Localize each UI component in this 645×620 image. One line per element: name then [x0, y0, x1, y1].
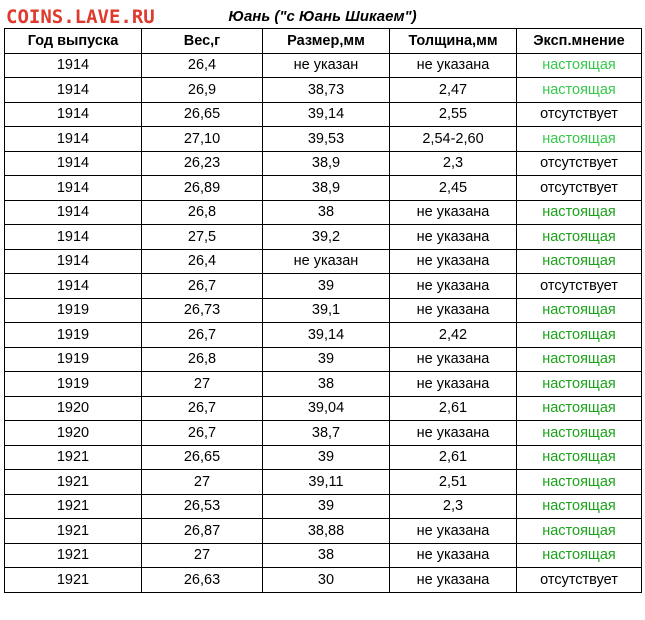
- cell-weight: 26,7: [142, 274, 263, 299]
- cell-size: 38: [263, 372, 390, 397]
- cell-year: 1914: [5, 78, 142, 103]
- cell-expert-opinion: настоящая: [517, 225, 642, 250]
- header-expert-opinion: Эксп.мнение: [517, 29, 642, 54]
- table-row: [5, 494, 642, 519]
- table-row: [5, 102, 642, 127]
- cell-thickness: не указана: [390, 347, 517, 372]
- cell-thickness: 2,3: [390, 151, 517, 176]
- cell-size: 39,11: [263, 470, 390, 495]
- header-year: Год выпуска: [5, 29, 142, 54]
- cell-thickness: не указана: [390, 543, 517, 568]
- cell-weight: 27,10: [142, 127, 263, 152]
- cell-year: 1919: [5, 347, 142, 372]
- cell-year: 1921: [5, 519, 142, 544]
- cell-year: 1914: [5, 200, 142, 225]
- cell-weight: 26,63: [142, 568, 263, 593]
- table-row: [5, 445, 642, 470]
- cell-weight: 26,65: [142, 102, 263, 127]
- cell-weight: 26,4: [142, 53, 263, 78]
- cell-weight: 26,89: [142, 176, 263, 201]
- table-row: [5, 298, 642, 323]
- cell-year: 1921: [5, 445, 142, 470]
- cell-thickness: 2,45: [390, 176, 517, 201]
- cell-year: 1914: [5, 151, 142, 176]
- cell-weight: 26,8: [142, 200, 263, 225]
- cell-size: 38: [263, 200, 390, 225]
- cell-weight: 26,9: [142, 78, 263, 103]
- table-row: [5, 421, 642, 446]
- cell-expert-opinion: настоящая: [517, 298, 642, 323]
- table-row: [5, 396, 642, 421]
- cell-size: 39: [263, 274, 390, 299]
- table-row: [5, 543, 642, 568]
- cell-weight: 26,65: [142, 445, 263, 470]
- cell-weight: 27,5: [142, 225, 263, 250]
- cell-size: не указан: [263, 249, 390, 274]
- table-row: [5, 347, 642, 372]
- cell-thickness: не указана: [390, 53, 517, 78]
- cell-thickness: не указана: [390, 225, 517, 250]
- header-weight: Вес,г: [142, 29, 263, 54]
- cell-expert-opinion: настоящая: [517, 323, 642, 348]
- cell-size: 30: [263, 568, 390, 593]
- table-row: [5, 372, 642, 397]
- cell-expert-opinion: настоящая: [517, 519, 642, 544]
- cell-thickness: не указана: [390, 372, 517, 397]
- cell-expert-opinion: отсутствует: [517, 568, 642, 593]
- cell-size: 38,88: [263, 519, 390, 544]
- header-thickness: Толщина,мм: [390, 29, 517, 54]
- cell-year: 1914: [5, 176, 142, 201]
- cell-thickness: не указана: [390, 200, 517, 225]
- cell-year: 1921: [5, 543, 142, 568]
- cell-year: 1921: [5, 494, 142, 519]
- table-row: [5, 470, 642, 495]
- header-row: [5, 29, 642, 54]
- header-size: Размер,мм: [263, 29, 390, 54]
- cell-size: 39,14: [263, 323, 390, 348]
- cell-size: 39,53: [263, 127, 390, 152]
- cell-weight: 27: [142, 543, 263, 568]
- cell-size: 39,1: [263, 298, 390, 323]
- cell-expert-opinion: настоящая: [517, 347, 642, 372]
- cell-year: 1919: [5, 323, 142, 348]
- cell-weight: 26,23: [142, 151, 263, 176]
- cell-expert-opinion: настоящая: [517, 421, 642, 446]
- cell-year: 1914: [5, 249, 142, 274]
- cell-year: 1919: [5, 298, 142, 323]
- cell-size: 39: [263, 347, 390, 372]
- cell-thickness: 2,55: [390, 102, 517, 127]
- table-row: [5, 519, 642, 544]
- cell-expert-opinion: настоящая: [517, 78, 642, 103]
- cell-size: 38,9: [263, 151, 390, 176]
- cell-year: 1914: [5, 225, 142, 250]
- cell-expert-opinion: отсутствует: [517, 176, 642, 201]
- cell-weight: 27: [142, 470, 263, 495]
- cell-year: 1914: [5, 53, 142, 78]
- cell-expert-opinion: настоящая: [517, 470, 642, 495]
- table-row: [5, 568, 642, 593]
- cell-thickness: не указана: [390, 568, 517, 593]
- table-row: [5, 225, 642, 250]
- cell-year: 1914: [5, 274, 142, 299]
- cell-thickness: 2,47: [390, 78, 517, 103]
- cell-year: 1914: [5, 127, 142, 152]
- table-row: [5, 151, 642, 176]
- cell-expert-opinion: настоящая: [517, 249, 642, 274]
- cell-expert-opinion: настоящая: [517, 200, 642, 225]
- cell-expert-opinion: отсутствует: [517, 102, 642, 127]
- coin-data-table: [4, 28, 642, 593]
- cell-thickness: не указана: [390, 274, 517, 299]
- table-row: [5, 176, 642, 201]
- cell-weight: 26,53: [142, 494, 263, 519]
- table-row: [5, 78, 642, 103]
- cell-weight: 26,87: [142, 519, 263, 544]
- cell-thickness: 2,54-2,60: [390, 127, 517, 152]
- table-row: [5, 53, 642, 78]
- cell-weight: 26,8: [142, 347, 263, 372]
- cell-weight: 26,7: [142, 421, 263, 446]
- cell-weight: 26,73: [142, 298, 263, 323]
- cell-size: 39,14: [263, 102, 390, 127]
- cell-thickness: 2,51: [390, 470, 517, 495]
- table-row: [5, 249, 642, 274]
- cell-expert-opinion: настоящая: [517, 127, 642, 152]
- table-body: [5, 53, 642, 592]
- cell-year: 1920: [5, 421, 142, 446]
- cell-year: 1920: [5, 396, 142, 421]
- cell-year: 1914: [5, 102, 142, 127]
- site-watermark: COINS.LAVE.RU: [6, 6, 155, 28]
- cell-expert-opinion: настоящая: [517, 543, 642, 568]
- cell-expert-opinion: настоящая: [517, 445, 642, 470]
- cell-thickness: 2,42: [390, 323, 517, 348]
- cell-expert-opinion: отсутствует: [517, 151, 642, 176]
- cell-weight: 26,4: [142, 249, 263, 274]
- cell-expert-opinion: настоящая: [517, 372, 642, 397]
- cell-size: 39,2: [263, 225, 390, 250]
- cell-weight: 26,7: [142, 323, 263, 348]
- cell-year: 1921: [5, 568, 142, 593]
- table-row: [5, 200, 642, 225]
- cell-size: 39: [263, 445, 390, 470]
- cell-size: 38,73: [263, 78, 390, 103]
- table-row: [5, 274, 642, 299]
- table-row: [5, 127, 642, 152]
- table-title: Юань ("с Юань Шикаем"): [228, 8, 417, 25]
- cell-size: 38,7: [263, 421, 390, 446]
- cell-thickness: не указана: [390, 249, 517, 274]
- cell-thickness: не указана: [390, 519, 517, 544]
- cell-weight: 26,7: [142, 396, 263, 421]
- cell-expert-opinion: настоящая: [517, 494, 642, 519]
- cell-size: 38,9: [263, 176, 390, 201]
- cell-expert-opinion: настоящая: [517, 53, 642, 78]
- cell-thickness: 2,61: [390, 396, 517, 421]
- cell-size: 39,04: [263, 396, 390, 421]
- cell-thickness: 2,61: [390, 445, 517, 470]
- table-row: [5, 323, 642, 348]
- cell-thickness: 2,3: [390, 494, 517, 519]
- cell-size: 38: [263, 543, 390, 568]
- cell-thickness: не указана: [390, 298, 517, 323]
- cell-expert-opinion: отсутствует: [517, 274, 642, 299]
- cell-size: 39: [263, 494, 390, 519]
- cell-size: не указан: [263, 53, 390, 78]
- cell-thickness: не указана: [390, 421, 517, 446]
- cell-year: 1921: [5, 470, 142, 495]
- cell-expert-opinion: настоящая: [517, 396, 642, 421]
- cell-year: 1919: [5, 372, 142, 397]
- cell-weight: 27: [142, 372, 263, 397]
